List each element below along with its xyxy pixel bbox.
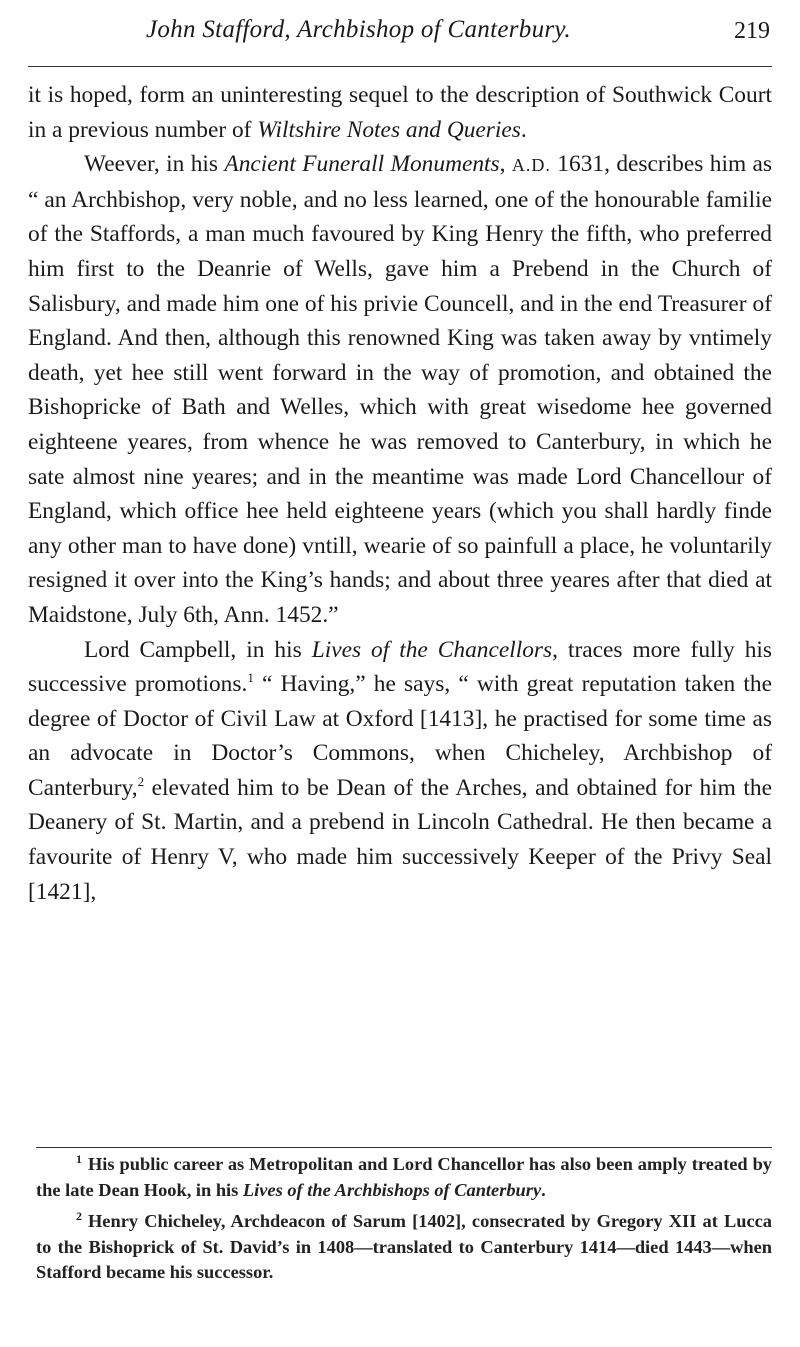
text-run: . [541,1179,546,1200]
text-run: , [499,151,512,178]
footnote-rule [36,1147,772,1148]
text-run: , traces more fully his successive promotions. [28,636,772,698]
footnote-ref-1[interactable]: 1 [247,670,254,686]
text-run: it is hoped, form an uninteresting sequel to the description of Southwick Court in a previous number of [28,82,772,143]
journal-title: Wiltshire Notes and Queries [257,116,521,143]
book-title: Ancient Funerall Monuments [224,151,500,178]
footnote-1 [36,1152,772,1203]
footnote-number: 1 [76,1152,82,1166]
text-run: “ Having,” he says, “ with great reputation taken the degree of Doctor of Civil Law at Oxford [1413], he practised for some time as an advocate in Doctor’s Commons, when Chicheley, Archbishop of Canterbury, [28,671,772,801]
text-run: His public career as Metropolitan and Lord Chancellor has also been amply treated by the late Dean Hook, in his [36,1154,772,1200]
body-text [28,78,772,909]
book-title: Lives of the Archbishops of Canterbury [242,1179,542,1200]
book-title: Lives of the Chancellors [311,636,553,663]
page-number: 219 [734,18,770,44]
running-title: John Stafford, Archbishop of Canterbury. [146,16,571,43]
paragraph-3 [28,633,772,910]
quotation-text: 1631, describes him as “ an Archbishop, very noble, and no less learned, one of the honourable familie of the Staffords, a man much favoured by King Henry the fifth, who preferred him first to the Deanrie of Wells, gave him a Prebend in the Church of Salisbury, and made him one of his privie Councell, and in the end Treasurer of England. And then, although this renowned King was taken away by vntimely death, yet hee still went forward in the way of promotion, and obtained the Bishopricke of Bath and Welles, which with great wisedome hee governed eighteene yeares, from whence he was removed to Canterbury, in which he sate almost nine yeares; and in the meantime was made Lord Chancellour of England, which office hee held eighteene years (which you shall hardly finde any other man to have done) vntill, wearie of so painfull a place, he voluntarily resigned it over into the King’s hands; and about three yeares after that died at Maidstone, July 6th, Ann. 1452.” [28,151,773,628]
footnote-ref-2[interactable]: 2 [137,773,145,789]
footnote-2 [36,1209,772,1286]
footnote-number: 2 [76,1209,82,1223]
header-rule [28,66,772,67]
paragraph-1 [28,78,772,147]
text-run: Henry Chicheley, Archdeacon of Sarum [1402], consecrated by Gregory XII at Lucca to the Bishoprick of St. David’s in 1408—translated to Canterbury 1414—died 1443—when Stafford became his successor. [36,1211,772,1282]
text-run: Lord Campbell, in his [84,636,312,663]
page-header [28,8,772,48]
text-run: . [520,116,527,143]
text-run: elevated him to be Dean of the Arches, and obtained for him the Deanery of St. Martin, and a prebend in Lincoln Cathedral. He then became a favourite of Henry V, who made him successively Keeper of the Privy Seal [1421], [28,774,772,905]
footnotes [36,1152,772,1286]
paragraph-2 [28,147,772,632]
text-run: Weever, in his [84,151,225,178]
era-abbreviation: A.D. [511,155,551,176]
